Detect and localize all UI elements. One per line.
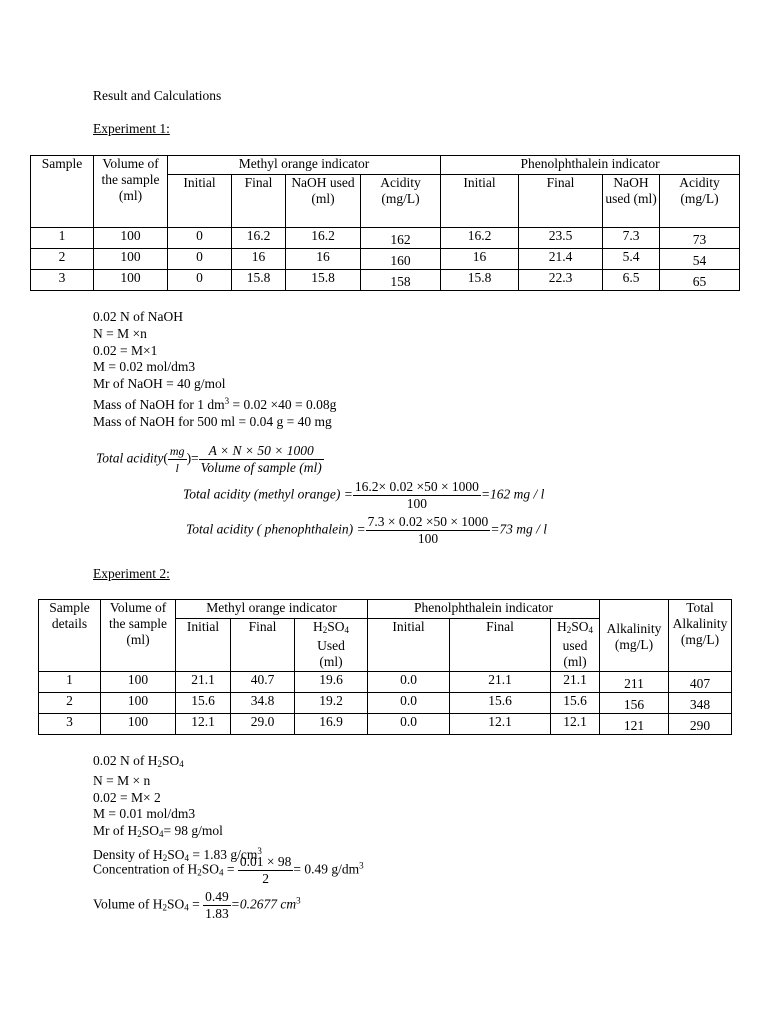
- table-cell: 15.6: [551, 693, 600, 714]
- table-row: [31, 228, 740, 249]
- header-total-alkalinity: Total Alkalinity (mg/L): [669, 600, 732, 672]
- table-cell: 19.2: [295, 693, 368, 714]
- table-cell: 16: [232, 249, 286, 270]
- table-cell: 16: [441, 249, 519, 270]
- calc-line: M = 0.02 mol/dm3: [93, 359, 196, 375]
- table-cell: 40.7: [231, 672, 295, 693]
- header-phenolphthalein: Phenolphthalein indicator: [441, 156, 740, 175]
- table-cell: 15.8: [232, 270, 286, 291]
- table-cell: 348: [669, 693, 732, 714]
- subheader-initial: Initial: [176, 619, 231, 672]
- phenolphthalein-acidity-equation: Total acidity ( phenophthalein) = $\frac{7.3 \times 0.02 \times 50 \times 1000}{100}$ =73 mg / l: [186, 514, 548, 546]
- table-cell: 100: [101, 693, 176, 714]
- table-cell: 100: [94, 228, 168, 249]
- table-cell: 65: [660, 270, 740, 291]
- calc-line: N = M × n: [93, 772, 151, 788]
- table-cell: 100: [94, 249, 168, 270]
- table-cell: 21.1: [450, 672, 551, 693]
- table-row: [39, 693, 732, 714]
- table-cell: 0.0: [368, 693, 450, 714]
- subheader-h2so4-used: $H_2SO_4$ used (ml): [551, 619, 600, 672]
- table-cell: 0.0: [368, 714, 450, 735]
- table-cell: 16.2: [232, 228, 286, 249]
- table-cell: 21.4: [519, 249, 603, 270]
- table-cell: 100: [101, 672, 176, 693]
- table-cell: 19.6: [295, 672, 368, 693]
- table-cell: 162: [361, 228, 441, 249]
- table-cell: 407: [669, 672, 732, 693]
- table-cell: 15.8: [441, 270, 519, 291]
- table-cell: 160: [361, 249, 441, 270]
- table-cell: 54: [660, 249, 740, 270]
- table-cell: 100: [101, 714, 176, 735]
- subheader-alkalinity: Alkalinity (mg/L): [600, 619, 669, 672]
- subheader-naoh-used: NaOH used (ml): [286, 175, 361, 228]
- table-cell: 3: [31, 270, 94, 291]
- header-volume: Volume of the sample (ml): [101, 600, 176, 672]
- table-cell: 12.1: [176, 714, 231, 735]
- table-row: [31, 249, 740, 270]
- table-cell: 21.1: [551, 672, 600, 693]
- calc-line: 0.02 = M×1: [93, 342, 158, 358]
- table-cell: 15.6: [450, 693, 551, 714]
- subheader-acidity: Acidity (mg/L): [660, 175, 740, 228]
- header-sample: Sample: [31, 156, 94, 228]
- header-volume: Volume of the sample (ml): [94, 156, 168, 228]
- total-acidity-formula: Total acidity( $\frac{mg}{l}$ )= $\frac{A \times N \times 50 \times 1000}{\text{Volume of sample (ml)}}$: [96, 443, 322, 475]
- table-cell: 21.1: [176, 672, 231, 693]
- table-cell: 121: [600, 714, 669, 735]
- calc-line: Density of $H_2SO_4 = 1.83$ $g/cm^3$: [93, 845, 262, 863]
- table-cell: 6.5: [603, 270, 660, 291]
- table-cell: 156: [600, 693, 669, 714]
- table-cell: 16.2: [286, 228, 361, 249]
- subheader-final: Final: [232, 175, 286, 228]
- calc-line: 0.02 N of $H_2SO_4$: [93, 753, 184, 769]
- table-cell: 5.4: [603, 249, 660, 270]
- concentration-equation: Concentration of $H_2SO_4$ = $\frac{0.01 \times 98}{2}$ = 0.49 $g/dm^3$: [93, 854, 364, 886]
- table-row: [31, 270, 740, 291]
- table-cell: 34.8: [231, 693, 295, 714]
- calc-line: Mr of $H_2SO_4= 98$ g/mol: [93, 823, 223, 840]
- subheader-final: Final: [450, 619, 551, 672]
- calc-line: 0.02 = M× 2: [93, 789, 161, 805]
- subheader-h2so4-used: $H_2SO_4$ Used (ml): [295, 619, 368, 672]
- calc-line: M = 0.01 mol/dm3: [93, 806, 196, 822]
- table-cell: 15.6: [176, 693, 231, 714]
- table-cell: 290: [669, 714, 732, 735]
- table-cell: 3: [39, 714, 101, 735]
- table-cell: 2: [31, 249, 94, 270]
- header-methyl-orange: Methyl orange indicator: [168, 156, 441, 175]
- table-cell: 16.9: [295, 714, 368, 735]
- subheader-final: Final: [519, 175, 603, 228]
- table-cell: 0: [168, 249, 232, 270]
- header-methyl-orange: Methyl orange indicator: [176, 600, 368, 619]
- experiment-2-calculations: [93, 753, 262, 867]
- table-row: [39, 714, 732, 735]
- calc-line: 0.02 N of NaOH: [93, 309, 183, 324]
- experiment-2-title: Experiment 2:: [93, 566, 170, 581]
- table-cell: 16.2: [441, 228, 519, 249]
- table-cell: 211: [600, 672, 669, 693]
- table-cell: 12.1: [450, 714, 551, 735]
- header-sample-details: Sample details: [39, 600, 101, 672]
- subheader-initial: Initial: [441, 175, 519, 228]
- table-cell: 0: [168, 270, 232, 291]
- calc-line: N = M ×n: [93, 325, 147, 341]
- table-cell: 100: [94, 270, 168, 291]
- table-cell: 15.8: [286, 270, 361, 291]
- table-cell: 12.1: [551, 714, 600, 735]
- subheader-acidity: Acidity (mg/L): [361, 175, 441, 228]
- subheader-initial: Initial: [368, 619, 450, 672]
- subheader-initial: Initial: [168, 175, 232, 228]
- subheader-final: Final: [231, 619, 295, 672]
- subheader-naoh-used: NaOH used (ml): [603, 175, 660, 228]
- table-cell: 1: [39, 672, 101, 693]
- experiment-1-calculations: [93, 309, 336, 431]
- table-cell: 23.5: [519, 228, 603, 249]
- experiment-1-title: Experiment 1:: [93, 121, 170, 136]
- table-cell: 2: [39, 693, 101, 714]
- experiment-2-table: [38, 599, 732, 735]
- table-cell: 22.3: [519, 270, 603, 291]
- table-cell: 158: [361, 270, 441, 291]
- volume-equation: Volume of $H_2SO_4$ = $\frac{0.49}{1.83}$ =0.2677 $cm^3$: [93, 889, 301, 921]
- calc-line: Mass of NaOH for 1 $dm^3 = 0.02 \times 40 = 0.08g$: [93, 395, 337, 412]
- calc-line: Mr of NaOH = 40 g/mol: [93, 376, 226, 392]
- table-cell: 1: [31, 228, 94, 249]
- header-blank: [600, 600, 669, 619]
- table-row: [39, 672, 732, 693]
- header-phenolphthalein: Phenolphthalein indicator: [368, 600, 600, 619]
- table-cell: 0.0: [368, 672, 450, 693]
- table-cell: 0: [168, 228, 232, 249]
- page-heading: Result and Calculations: [93, 88, 222, 103]
- table-cell: 7.3: [603, 228, 660, 249]
- table-cell: 73: [660, 228, 740, 249]
- table-cell: 29.0: [231, 714, 295, 735]
- experiment-1-table: [30, 155, 740, 291]
- calc-line: Mass of NaOH for 500 ml = 0.04 g = 40 mg: [93, 413, 332, 429]
- table-cell: 16: [286, 249, 361, 270]
- methyl-orange-acidity-equation: Total acidity (methyl orange) = $\frac{16.2\times 0.02 \times 50 \times 1000}{100}$ =162 mg / l: [183, 479, 545, 511]
